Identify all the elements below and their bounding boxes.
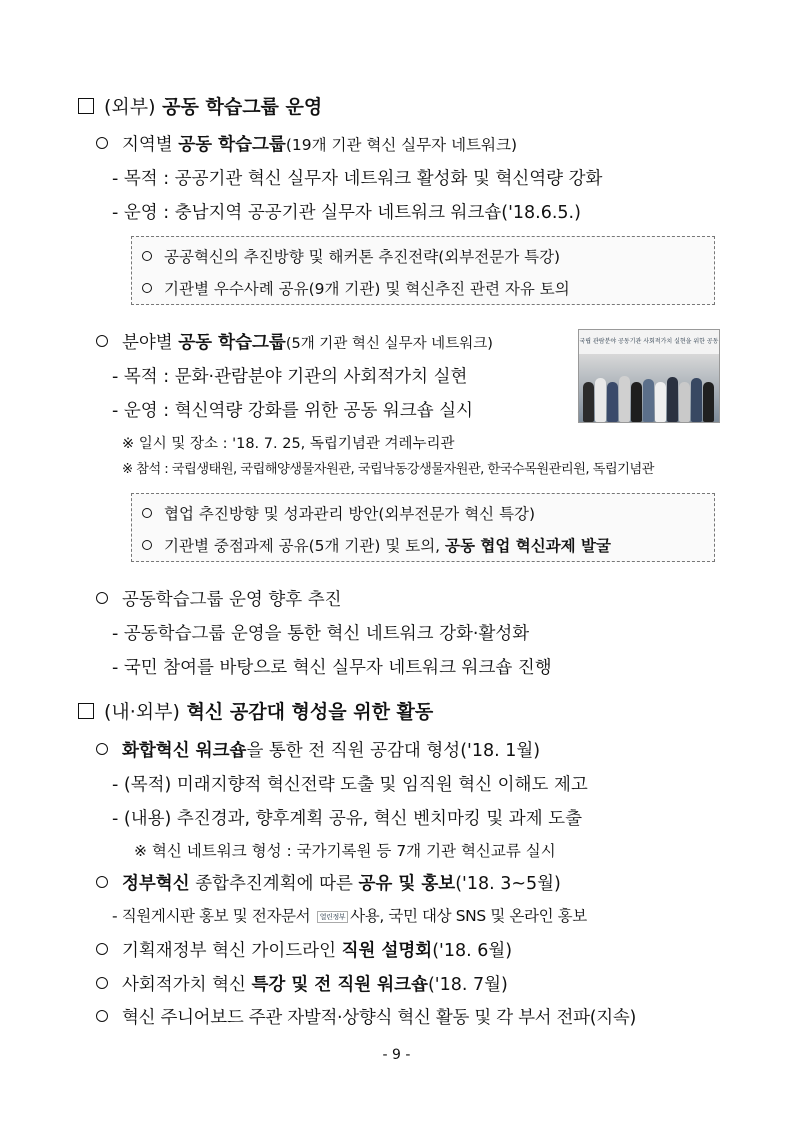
regional-box-item: 공공혁신의 추진방향 및 해커톤 추진전략(외부전문가 특강) [142, 245, 560, 267]
harmony-note: ※ 혁신 네트워크 형성 : 국가기록원 등 7개 기관 혁신교류 실시 [134, 842, 556, 860]
item-harmony-workshop: 화합혁신 워크숍을 통한 전 직원 공감대 형성('18. 1월) [96, 737, 540, 762]
regional-purpose: - 목적 : 공공기관 혁신 실무자 네트워크 활성화 및 혁신역량 강화 [112, 169, 603, 189]
field-note-attendees: ※ 참석 : 국립생태원, 국립해양생물자원관, 국립낙동강생물자원관, 한국수목원관리원, 독립기념관 [122, 462, 654, 477]
circle-bullet-icon [142, 283, 152, 293]
future-detail: - 공동학습그룹 운영을 통한 혁신 네트워크 강화·활성화 [112, 624, 530, 644]
section2-heading [78, 697, 433, 724]
circle-bullet-icon [96, 876, 108, 888]
item-social-value-lecture: 사회적가치 혁신 특강 및 전 직원 워크숍('18. 7월) [96, 971, 508, 996]
section2-prefix: (내·외부) [104, 701, 180, 723]
page-number: - 9 - [382, 1047, 411, 1063]
circle-bullet-icon [96, 743, 108, 755]
circle-bullet-icon [96, 943, 108, 955]
photo-scene [579, 354, 719, 422]
circle-bullet-icon [96, 977, 108, 989]
circle-bullet-icon [142, 540, 152, 550]
circle-bullet-icon [96, 137, 108, 149]
section2-title: 혁신 공감대 형성을 위한 활동 [186, 701, 434, 723]
future-detail: - 국민 참여를 바탕으로 혁신 실무자 네트워크 워크숍 진행 [112, 658, 552, 678]
section1-prefix: (외부) [104, 96, 156, 118]
photo-banner: 국립 관람분야 공동기관 사회적가치 실현을 위한 공동 [579, 330, 719, 354]
item-gov-innovation: 정부혁신 종합추진계획에 따른 공유 및 홍보('18. 3~5월) [96, 870, 561, 895]
open-government-logo: 열린정부 [317, 911, 348, 923]
field-box-item: 협업 추진방향 및 성과관리 방안(외부전문가 혁신 특강) [142, 502, 535, 524]
item-regional-group: 지역별 공동 학습그룹(19개 기관 혁신 실무자 네트워크) [96, 131, 517, 156]
circle-bullet-icon [142, 251, 152, 261]
field-purpose: - 목적 : 문화·관람분야 기관의 사회적가치 실현 [112, 367, 468, 387]
harmony-detail: - (내용) 추진경과, 향후계획 공유, 혁신 벤치마킹 및 과제 도출 [112, 809, 582, 829]
regional-box-item: 기관별 우수사례 공유(9개 기관) 및 혁신추진 관련 자유 토의 [142, 277, 570, 299]
item-junior-board: 혁신 주니어보드 주관 자발적·상향식 혁신 활동 및 각 부서 전파(지속) [96, 1004, 636, 1029]
item-staff-briefing: 기획재정부 혁신 가이드라인 직원 설명회('18. 6월) [96, 937, 512, 962]
gov-innovation-detail: - 직원게시판 홍보 및 전자문서 열린정부 사용, 국민 대상 SNS 및 온라인 홍보 [112, 907, 587, 925]
item-field-group: 분야별 공동 학습그룹(5개 기관 혁신 실무자 네트워크) [96, 329, 493, 354]
field-operation: - 운영 : 혁신역량 강화를 위한 공동 워크숍 실시 [112, 401, 474, 421]
checkbox-icon [78, 703, 94, 719]
circle-bullet-icon [142, 508, 152, 518]
harmony-detail: - (목적) 미래지향적 혁신전략 도출 및 임직원 혁신 이해도 제고 [112, 775, 588, 795]
regional-operation: - 운영 : 충남지역 공공기관 실무자 네트워크 워크숍('18.6.5.) [112, 203, 581, 223]
workshop-photo [578, 329, 720, 423]
circle-bullet-icon [96, 335, 108, 347]
field-box-item: 기관별 중점과제 공유(5개 기관) 및 토의, 공동 협업 혁신과제 발굴 [142, 534, 611, 556]
checkbox-icon [78, 98, 94, 114]
circle-bullet-icon [96, 592, 108, 604]
section1-title: 공동 학습그룹 운영 [162, 96, 323, 118]
field-note-date: ※ 일시 및 장소 : '18. 7. 25, 독립기념관 겨레누리관 [122, 436, 455, 452]
circle-bullet-icon [96, 1010, 108, 1022]
section1-heading [78, 92, 322, 119]
item-future-plan: 공동학습그룹 운영 향후 추진 [96, 586, 342, 611]
